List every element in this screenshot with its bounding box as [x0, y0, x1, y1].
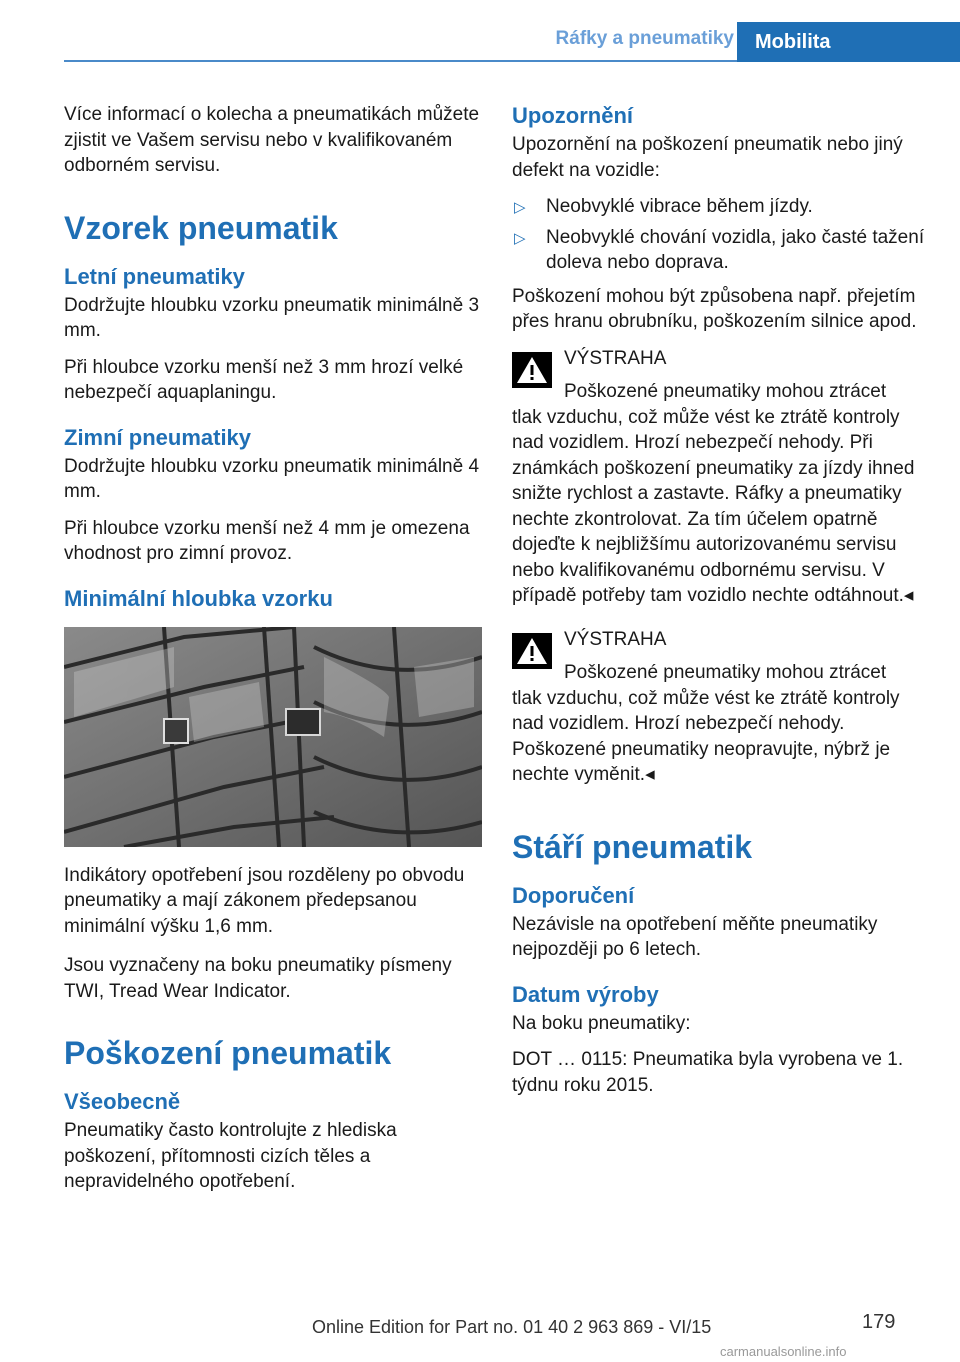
edition-text: Online Edition for Part no. 01 40 2 963 869 - VI/15	[312, 1317, 712, 1337]
warning-first-line: Poškozené pneumatiky mohou ztrácet	[564, 381, 887, 402]
intro-paragraph: Více informací o kolecha a pneumatikách můžete zjistit ve Vašem servisu nebo v kvalifikovaném odborném servisu.	[64, 104, 480, 176]
notice-paragraph-2: Poškození mohou být způsobena např. přejetím přes hranu obrubníku, poškozením silnice apod.	[512, 285, 917, 332]
heading-tire-age: Stáří pneumatik	[512, 828, 753, 865]
heading-notice: Upozornění	[512, 103, 633, 128]
heading-general: Všeobecně	[64, 1089, 181, 1114]
notice-paragraph-1: Upozornění na poškození pneumatik nebo jiný defekt na vozidle:	[512, 134, 903, 181]
heading-winter: Zimní pneumatiky	[64, 424, 252, 450]
winter-paragraph-2: Při hloubce vzorku menší než 4 mm je omezena vhodnost pro zimní provoz.	[64, 517, 470, 564]
date-paragraph-2: DOT … 0115: Pneumatika byla vyrobena ve 1. týdnu roku 2015.	[512, 1049, 904, 1096]
triangle-bullet-icon: ▷	[514, 229, 526, 247]
warning-text: tlak vzduchu, což může vést ke ztrátě kontroly nad vozidlem. Hrozí nebezpečí nehody. Při známkách poškození pneumatiky za jízdy ihned snižte rychlost a zastavte. Ráfky a pneumatiky nechte zkontrolovat. Za tím účelem opatrně dojeďte k nejbližšímu autorizovanému servisu nebo kvalifikovanému odbornému servisu. V případě potřeby tam vozidlo nechte odtáhnout.◂	[512, 406, 915, 606]
list-item: ▷ Neobvyklé chování vozidla, jako časté tažení doleva nebo doprava.	[514, 226, 925, 273]
notice-list	[512, 194, 930, 276]
summer-paragraph-1: Dodržujte hloubku vzorku pneumatik minimálně 3 mm.	[64, 294, 480, 341]
general-paragraph: Pneumatiky často kontrolujte z hlediska poškození, přítomnosti cizích těles a nepravidelného opotřebení.	[64, 1120, 397, 1192]
heading-summer: Letní pneumatiky	[64, 263, 245, 289]
warning-icon	[512, 352, 552, 388]
min-depth-paragraph-2: Jsou vyznačeny na boku pneumatiky písmeny TWI, Tread Wear Indicator.	[64, 955, 452, 1002]
left-column	[64, 102, 482, 1206]
heading-min-depth: Minimální hloubka vzorku	[64, 585, 333, 611]
triangle-bullet-icon: ▷	[514, 199, 526, 216]
warning-first-line: Poškozené pneumatiky mohou ztrácet	[564, 662, 887, 683]
warning-title: VÝSTRAHA	[564, 347, 667, 369]
heading-recommendation: Doporučení	[512, 882, 635, 908]
warning-title: VÝSTRAHA	[564, 628, 667, 650]
list-item: ▷ Neobvyklé vibrace během jízdy.	[512, 194, 930, 220]
recommendation-paragraph: Nezávisle na opotřebení měňte pneumatiky nejpozději po 6 letech.	[512, 913, 878, 960]
tread-wear-indicator-illustration	[64, 627, 482, 847]
min-depth-paragraph-1: Indikátory opotřebení jsou rozděleny po obvodu pneumatiky a mají zákonem předepsanou minimální výšku 1,6 mm.	[64, 864, 465, 937]
header-section: Ráfky a pneumatiky	[555, 28, 734, 49]
warning-icon	[512, 633, 552, 669]
header-chapter-tab: Mobilita	[737, 22, 960, 62]
heading-manufacture-date: Datum výroby	[512, 981, 659, 1007]
summer-paragraph-2: Při hloubce vzorku menší než 3 mm hrozí velké nebezpečí aquaplaningu.	[64, 356, 464, 403]
warning-block-2	[512, 627, 930, 788]
heading-damage: Poškození pneumatik	[64, 1035, 392, 1071]
heading-tread: Vzorek pneumatik	[64, 209, 338, 246]
winter-paragraph-1: Dodržujte hloubku vzorku pneumatik minimálně 4 mm.	[64, 455, 480, 502]
page-number: 179	[862, 1311, 896, 1333]
warning-text: tlak vzduchu, což může vést ke ztrátě kontroly nad vozidlem. Hrozí nebezpečí nehody. Poškozené pneumatiky neopravujte, nýbrž je nechte vyměnit.◂	[512, 687, 900, 785]
date-paragraph-1: Na boku pneumatiky:	[512, 1012, 691, 1034]
watermark-text: carmanualsonline.info	[720, 1344, 847, 1359]
right-column	[512, 102, 930, 1109]
warning-block-1	[512, 346, 930, 609]
